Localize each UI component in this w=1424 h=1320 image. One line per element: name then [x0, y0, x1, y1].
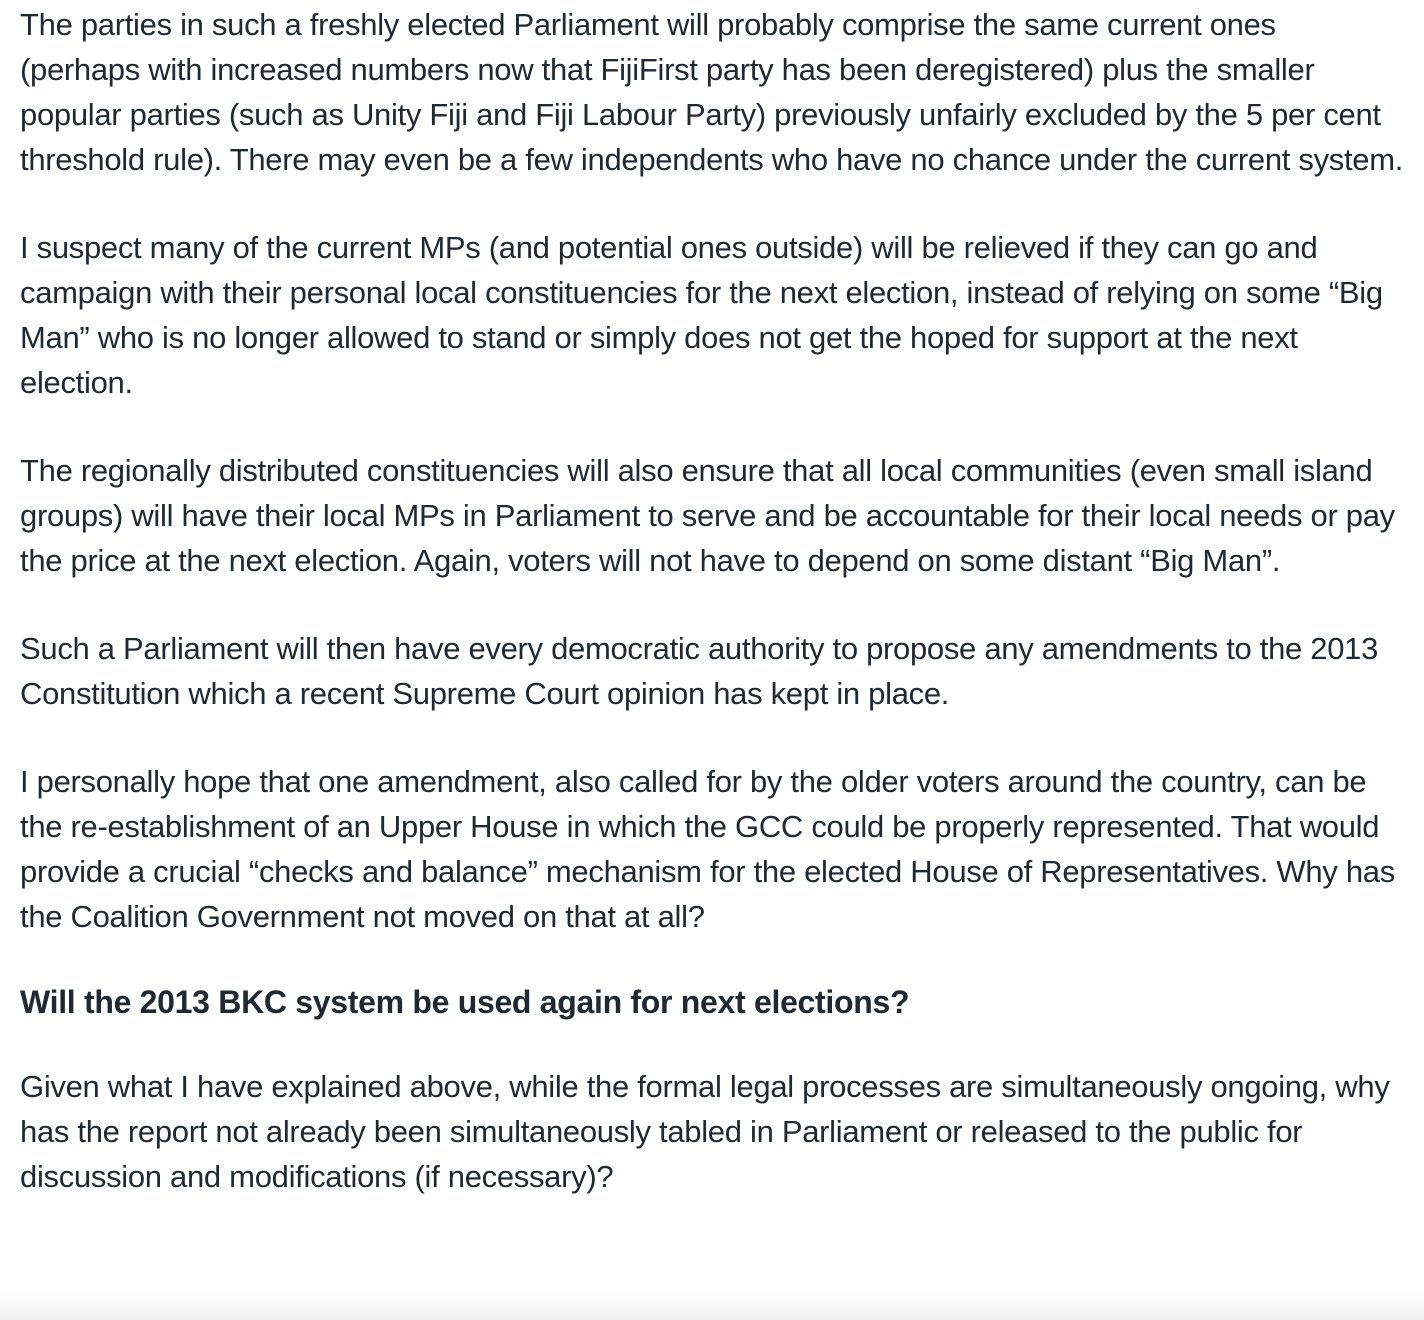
paragraph-6: Given what I have explained above, while the formal legal processes are simultaneously ongoing, why has the report not already been simultaneously tabled in Parliament or released to the public for discussion and modifications (if necessary)?	[20, 1069, 1390, 1194]
paragraph-1: The parties in such a freshly elected Parliament will probably comprise the same current ones (perhaps with increased numbers now that FijiFirst party has been deregistered) plus the smaller popular parties (such as Unity Fiji and Fiji Labour Party) previously unfairly excluded by the 5 per cent threshold rule). There may even be a few independents who have no chance under the current system.	[20, 7, 1404, 177]
paragraph-2: I suspect many of the current MPs (and potential ones outside) will be relieved if they can go and campaign with their personal local constituencies for the next election, instead of relying on some “Big Man” who is no longer allowed to stand or simply does not get the hoped for support at the next election.	[20, 230, 1383, 400]
paragraph-4: Such a Parliament will then have every democratic authority to propose any amendments to the 2013 Constitution which a recent Supreme Court opinion has kept in place.	[20, 631, 1379, 711]
paragraph-5: I personally hope that one amendment, also called for by the older voters around the country, can be the re-establishment of an Upper House in which the GCC could be properly represented. That would provide a crucial “checks and balance” mechanism for the elected House of Representatives. Why has the Coalition Government not moved on that at all?	[20, 764, 1395, 934]
paragraph-3: The regionally distributed constituencies will also ensure that all local communities (even small island groups) will have their local MPs in Parliament to serve and be accountable for their local needs or pay the price at the next election. Again, voters will not have to depend on some distant “Big Man”.	[20, 453, 1395, 578]
next-section-fade	[0, 1290, 1424, 1320]
section-heading: Will the 2013 BKC system be used again for next elections?	[20, 984, 910, 1020]
